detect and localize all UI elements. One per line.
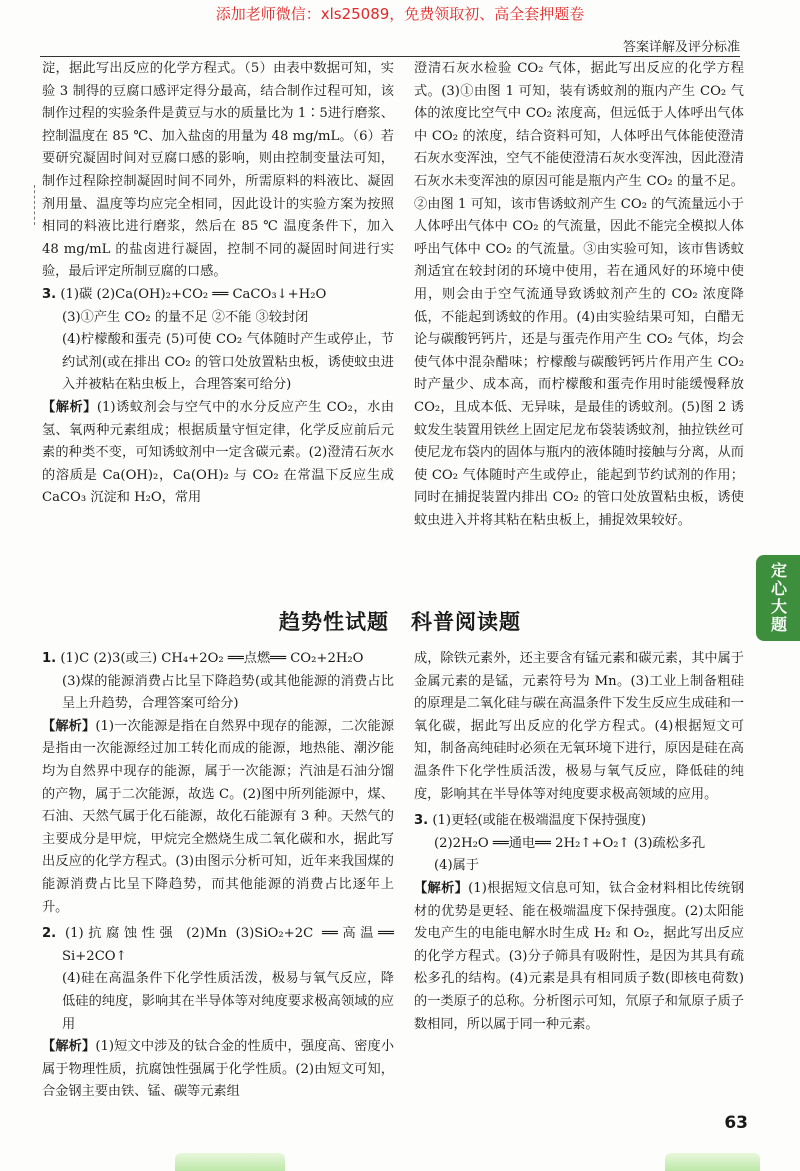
analysis-paragraph — [42, 1036, 394, 1104]
analysis-label: 【解析】 — [42, 1039, 96, 1055]
analysis-text: (1)根据短文信息可知，钛合金材料相比传统钢材的优势是更轻、能在极端温度下保持强度。(2)太阳能发电产生的电能电解水时生成 H₂ 和 O₂，据此写出反应的化学方程式。(3)分子筛具有吸附性，是因为其具有疏松多孔的结构。(4)元素是具有相同质子数(即核电荷数)的一类原子的总称。分析图示可知，氘原子和氚原子质子数相同，所以属于同一种元素。 — [414, 880, 745, 1032]
footer-decoration — [665, 1153, 760, 1171]
question-2-answer — [42, 923, 394, 968]
paragraph: 澄清石灰水检验 CO₂ 气体，据此写出反应的化学方程式。(3)①由图 1 可知，装有诱蚊剂的瓶内产生 CO₂ 气体的浓度比空气中 CO₂ 浓度高，但远低于人体呼出气体中 CO₂ 的浓度，结合资料可知，人体呼出气体能使澄清石灰水变浑浊，空气不能使澄清石灰水变浑浊，因此澄清石灰水未变浑浊的原因可能是瓶内产生 CO₂ 的量不足。②由图 1 可知，该市售诱蚊剂产生 CO₂ 的气流量远小于人体呼出气体中 CO₂ 的气流量，因此不能完全模拟人体呼出气体中 CO₂ 的气流量。③由实验可知，该市售诱蚊剂适宜在较封闭的环境中使用，若在通风好的环境中使用，则会由于空气流通导致诱蚊剂产生的 CO₂ 浓度降低，不能起到诱蚊的作用。(4)由实验结果可知，白醋无论与碳酸钙钙片，还是与蛋壳作用产生 CO₂ 气体，均会使气体中混杂醋味；柠檬酸与碳酸钙钙片作用产生 CO₂ 时产量少、成本高，而柠檬酸和蛋壳作用时能缓慢释放 CO₂，且成本低、无异味，是最佳的诱蚊剂。(5)图 2 诱蚊发生装置用铁丝上固定尼龙布袋装诱蚊剂，抽拉铁丝可使尼龙布袋内的固体与瓶内的液体随时接触与分离，从而使 CO₂ 气体随时产生或停止，能起到节约试剂的作用；同时在捕捉装置内排出 CO₂ 的管口处放置粘虫板，诱使蚊虫进入并将其粘在粘虫板上，捕捉效果较好。 — [414, 61, 744, 528]
question-number: 3. — [414, 813, 429, 829]
analysis-label: 【解析】 — [42, 718, 96, 734]
answer-line: (1)碳 (2)Ca(OH)₂+CO₂ ══ CaCO₃↓+H₂O — [60, 286, 327, 302]
answer-line: (1)抗腐蚀性强 (2)Mn (3)SiO₂+2C ══高温══ Si+2CO↑ — [62, 926, 394, 964]
answer-line: (4)属于 — [434, 858, 480, 874]
question-number: 2. — [42, 926, 57, 942]
footer-decoration — [175, 1153, 285, 1171]
top-left-column — [42, 58, 394, 510]
analysis-label: 【解析】 — [42, 399, 97, 415]
paragraph: 成，除铁元素外，还主要含有锰元素和碳元素，其中属于金属元素的是锰，元素符号为 Mn。(3)工业上制备粗硅的原理是二氧化硅与碳在高温条件下发生反应生成硅和一氧化碳，据此写出反应的化学方程式。(4)根据短文可知，制备高纯硅时必须在无氧环境下进行，原因是硅在高温条件下化学性质活泼，极易与氧气反应，降低硅的纯度，影响其在半导体等对纯度要求极高领域的应用。 — [414, 651, 744, 802]
header-divider — [40, 56, 740, 57]
bottom-left-column — [42, 648, 394, 1104]
margin-mark — [34, 185, 37, 225]
side-tab: 定心大题 — [756, 555, 800, 641]
analysis-paragraph — [414, 878, 744, 1036]
question-number: 1. — [42, 651, 57, 666]
answer-line: (3)煤的能源消费占比呈下降趋势(或其他能源的消费占比呈上升趋势，合理答案可给分) — [62, 673, 394, 712]
watermark: 添加老师微信：xls25089，免费领取初、高全套押题卷 — [215, 5, 585, 23]
answer-line: (2)2H₂O ══通电══ 2H₂↑+O₂↑ (3)疏松多孔 — [434, 835, 706, 851]
question-number: 3. — [42, 286, 57, 302]
answer-line: (4)硅在高温条件下化学性质活泼，极易与氧气反应，降低硅的纯度，影响其在半导体等对纯度要求极高领域的应用 — [62, 971, 394, 1032]
answer-line: (1)C (2)3(或三) CH₄+2O₂ ══点燃══ CO₂+2H₂O — [60, 651, 364, 666]
analysis-text: (1)短文中涉及的钛合金的性质中，强度高、密度小属于物理性质，抗腐蚀性强属于化学性质。(2)由短文可知，合金钢主要由铁、锰、碳等元素组 — [42, 1039, 395, 1100]
analysis-paragraph — [42, 716, 394, 919]
answer-line: (1)更轻(或能在极端温度下保持强度) — [432, 813, 646, 829]
analysis-text: (1)诱蚊剂会与空气中的水分反应产生 CO₂，水由氢、氧两种元素组成；根据质量守恒定律，化学反应前后元素的种类不变，可知诱蚊剂中一定含碳元素。(2)澄清石灰水的溶质是 Ca(OH)₂，Ca(OH)₂ 与 CO₂ 在常温下反应生成 CaCO₃ 沉淀和 H₂O，常用 — [42, 399, 395, 506]
question-3-answer — [414, 810, 744, 833]
bottom-right-column — [414, 648, 744, 1036]
analysis-paragraph — [42, 397, 394, 510]
top-right-column — [414, 58, 744, 532]
answer-line: (4)柠檬酸和蛋壳 (5)可使 CO₂ 气体随时产生或停止，节约试剂(或在排出 CO₂ 的管口处放置粘虫板，诱使蚊虫进入并被粘在粘虫板上，合理答案可给分) — [62, 332, 394, 393]
paragraph: 淀，据此写出反应的化学方程式。（5）由表中数据可知，实验 3 制得的豆腐口感评定得分最高，结合制作过程可知，该制作过程的实验条件是黄豆与水的质量比为 1∶5进行磨浆、控制温度在 85 ℃、加入盐卤的用量为 48 mg/mL。（6）若要研究凝固时间对豆腐口感的影响，则由控制变量法可知，制作过程除控制凝固时间不同外，所需原料的料液比、凝固剂用量、温度等均应完全相同，因此设计的实验方案为按照相同的料液比进行磨浆，然后在 85 ℃ 温度条件下，加入 48 mg/mL 的盐卤进行凝固，控制不同的凝固时间进行实验，最后评定所制豆腐的口感。 — [42, 61, 394, 280]
analysis-label: 【解析】 — [414, 880, 469, 896]
header-title: 答案详解及评分标准 — [622, 40, 740, 55]
answer-line: (3)①产生 CO₂ 的量不足 ②不能 ③较封闭 — [62, 309, 309, 325]
section-title: 趋势性试题 科普阅读题 — [279, 610, 521, 634]
page-number: 63 — [724, 1113, 748, 1133]
question-3-answer — [42, 284, 394, 307]
question-1-answer — [42, 648, 394, 671]
analysis-text: (1)一次能源是指在自然界中现存的能源，二次能源是指由一次能源经过加工转化而成的能源，地热能、潮汐能均为自然界中现存的能源，属于一次能源；汽油是石油分馏的产物，属于二次能源，故选 C。(2)图中所列能源中，煤、石油、天然气属于化石能源，故化石能源有 3 种。天然气的主要成分是甲烷，甲烷完全燃烧生成二氧化碳和水，据此写出反应的化学方程式。(3)由图示分析可知，近年来我国煤的能源消费占比呈下降趋势，而其他能源的消费占比逐年上升。 — [42, 718, 395, 915]
